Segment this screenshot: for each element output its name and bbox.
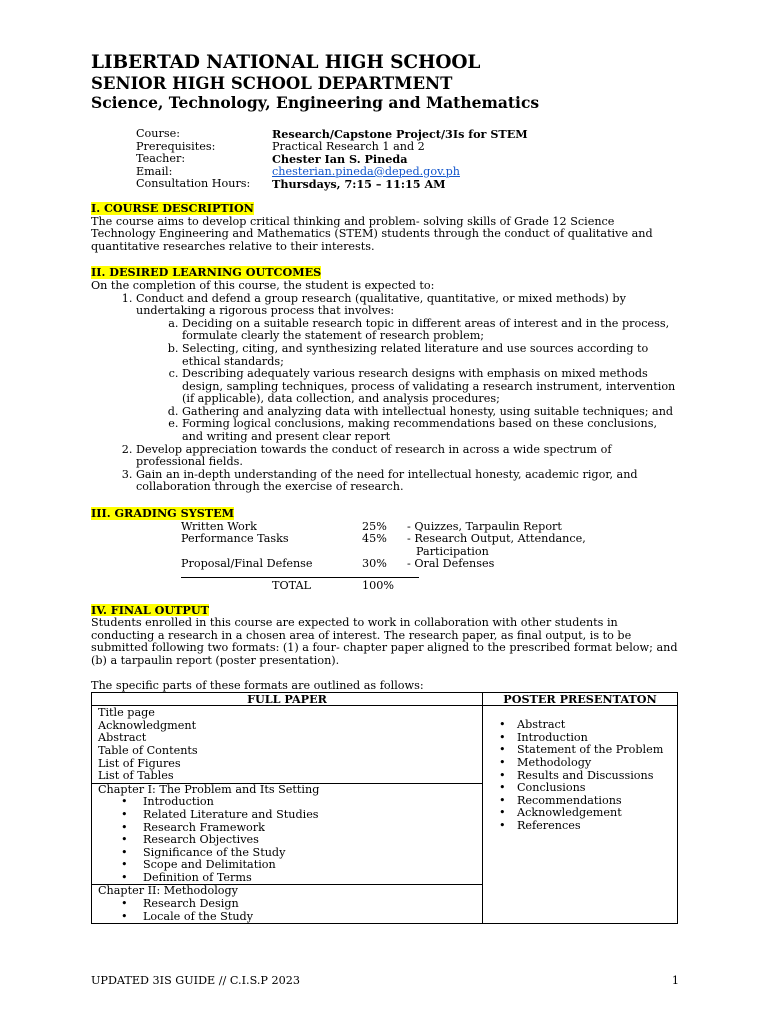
outcomes-list bbox=[113, 293, 679, 495]
chapter-2-block bbox=[92, 884, 482, 923]
list-item: • Related Literature and Studies bbox=[98, 809, 476, 822]
info-row-email: Email: chesterian.pineda@deped.gov.ph bbox=[136, 164, 460, 178]
list-item: • Abstract bbox=[489, 719, 671, 732]
poster-cell bbox=[483, 706, 678, 924]
grading-total-row: TOTAL 100% bbox=[272, 579, 394, 592]
list-item: c. Describing adequately various research designs with emphasis on mixed methods design, sampling techniques, process of validating a research instrument, intervention (if applicable), data collection, and analysis procedures; bbox=[182, 368, 679, 406]
section-final-output bbox=[91, 604, 679, 925]
school-name: LIBERTAD NATIONAL HIGH SCHOOL bbox=[91, 52, 481, 73]
full-paper-front-matter bbox=[98, 707, 476, 783]
outcomes-intro: On the completion of this course, the student is expected to: bbox=[91, 278, 435, 292]
list-item: List of Figures bbox=[98, 756, 181, 770]
page-footer bbox=[91, 975, 679, 988]
list-item: d. Gathering and analyzing data with intellectual honesty, using suitable techniques; and bbox=[182, 406, 679, 419]
list-item: 2. Develop appreciation towards the conduct of research in across a wide spectrum of professional fields. bbox=[136, 444, 679, 469]
chapter-title: Chapter I: The Problem and Its Setting bbox=[98, 782, 320, 796]
full-paper-cell bbox=[92, 706, 483, 924]
info-row-course: Course: Research/Capstone Project/3Is for STEM bbox=[136, 127, 528, 141]
list-item: 3. Gain an in-depth understanding of the need for intellectual honesty, academic rigor, and collaboration through the exercise of research. bbox=[136, 469, 679, 494]
grading-row: Performance Tasks 45% - Research Output, Attendance, bbox=[181, 532, 586, 546]
grading-table: Written Work 25% - Quizzes, Tarpaulin Report Performance Tasks 45% - Research Output, Attendance, Participation Proposal/Final Defense 30% - Oral Defenses TOTAL 100% bbox=[181, 521, 679, 593]
info-row-consultation: Consultation Hours: Thursdays, 7:15 – 11:15 AM bbox=[136, 177, 446, 192]
page-number: 1 bbox=[671, 974, 679, 987]
outcomes-sublist bbox=[136, 318, 679, 444]
list-item: • Research Design bbox=[98, 898, 476, 911]
grading-row: Proposal/Final Defense 30% - Oral Defenses bbox=[181, 557, 495, 571]
format-parts-table bbox=[91, 692, 678, 924]
list-item: • Recommendations bbox=[489, 795, 671, 808]
section-heading: I. COURSE DESCRIPTION bbox=[91, 200, 254, 215]
list-item: Title page bbox=[98, 706, 155, 720]
strand-name: Science, Technology, Engineering and Mathematics bbox=[91, 93, 540, 112]
list-item: a. Deciding on a suitable research topic in different areas of interest and in the process, formulate clearly the statement of research problem; bbox=[182, 318, 679, 343]
course-info bbox=[136, 128, 679, 191]
list-item: 1. Conduct and defend a group research (qualitative, quantitative, or mixed methods) by undertaking a rigorous process that involves: a. Deciding on a suitable research topic in different areas of interest and in the process, formulate clearly the statement of research problem; b. Selecting, citing, and synthesizing related literature and use sources according to ethical standards; c. Describing adequately various research designs with emphasis on mixed methods design, sampling techniques, process of validating a research instrument, intervention (if applicable), data collection, and analysis procedures; d. Gathering and analyzing data with intellectual honesty, using suitable techniques; and e. Forming logical conclusions, making recommendations based on these conclusions, and writing and present clear report bbox=[136, 293, 679, 444]
list-item: • Conclusions bbox=[489, 782, 671, 795]
list-item: • Locale of the Study bbox=[98, 911, 476, 924]
list-item: List of Tables bbox=[98, 769, 174, 783]
list-item: • Introduction bbox=[98, 796, 476, 809]
section-course-description bbox=[91, 202, 679, 253]
list-item: Table of Contents bbox=[98, 743, 198, 757]
department-name: SENIOR HIGH SCHOOL DEPARTMENT bbox=[91, 74, 453, 93]
total-divider bbox=[181, 571, 419, 578]
document-page bbox=[91, 52, 679, 924]
section-grading-system bbox=[91, 507, 679, 593]
list-item: • Research Objectives bbox=[98, 834, 476, 847]
list-item: Acknowledgment bbox=[98, 718, 197, 732]
list-item: Abstract bbox=[98, 731, 147, 745]
list-item: • References bbox=[489, 820, 671, 833]
list-item: • Acknowledgement bbox=[489, 807, 671, 820]
chapter-title: Chapter II: Methodology bbox=[98, 884, 238, 898]
parts-intro: The specific parts of these formats are outlined as follows: bbox=[91, 678, 424, 692]
list-item: • Methodology bbox=[489, 757, 671, 770]
final-output-text: Students enrolled in this course are expected to work in collaboration with other students in conducting a research in a chosen area of interest. The research paper, as final output, is to be submitted following two formats: (1) a four- chapter paper aligned to the prescribed format below; and (b) a tarpaulin report (poster presentation). bbox=[91, 616, 678, 667]
list-item: • Introduction bbox=[489, 732, 671, 745]
info-row-prerequisites: Prerequisites: Practical Research 1 and 2 bbox=[136, 139, 425, 153]
section-heading: IV. FINAL OUTPUT bbox=[91, 602, 209, 617]
chapter-1-block bbox=[92, 783, 482, 885]
section-heading: II. DESIRED LEARNING OUTCOMES bbox=[91, 265, 322, 280]
footer-text: UPDATED 3IS GUIDE // C.I.S.P 2023 bbox=[91, 974, 300, 987]
list-item: e. Forming logical conclusions, making recommendations based on these conclusions, and writing and present clear report bbox=[182, 418, 679, 443]
list-item: • Significance of the Study bbox=[98, 847, 476, 860]
column-header-full-paper: FULL PAPER bbox=[92, 693, 483, 706]
list-item: b. Selecting, citing, and synthesizing related literature and use sources according to ethical standards; bbox=[182, 343, 679, 368]
list-item: • Research Framework bbox=[98, 822, 476, 835]
section-heading: III. GRADING SYSTEM bbox=[91, 506, 235, 521]
section-learning-outcomes bbox=[91, 266, 679, 494]
list-item: • Results and Discussions bbox=[489, 770, 671, 783]
grading-row: Written Work 25% - Quizzes, Tarpaulin Report bbox=[181, 519, 562, 533]
email-link[interactable]: chesterian.pineda@deped.gov.ph bbox=[272, 164, 460, 178]
info-row-teacher: Teacher: Chester Ian S. Pineda bbox=[136, 152, 408, 167]
list-item: • Statement of the Problem bbox=[489, 744, 671, 757]
course-description-text: The course aims to develop critical thinking and problem- solving skills of Grade 12 Science Technology Engineering and Mathematics (STEM) students through the conduct of qualitative and quantitative researches relative to their interests. bbox=[91, 214, 653, 253]
list-item: • Scope and Delimitation bbox=[98, 859, 476, 872]
list-item: • Definition of Terms bbox=[98, 872, 476, 885]
column-header-poster: POSTER PRESENTATON bbox=[483, 693, 678, 706]
